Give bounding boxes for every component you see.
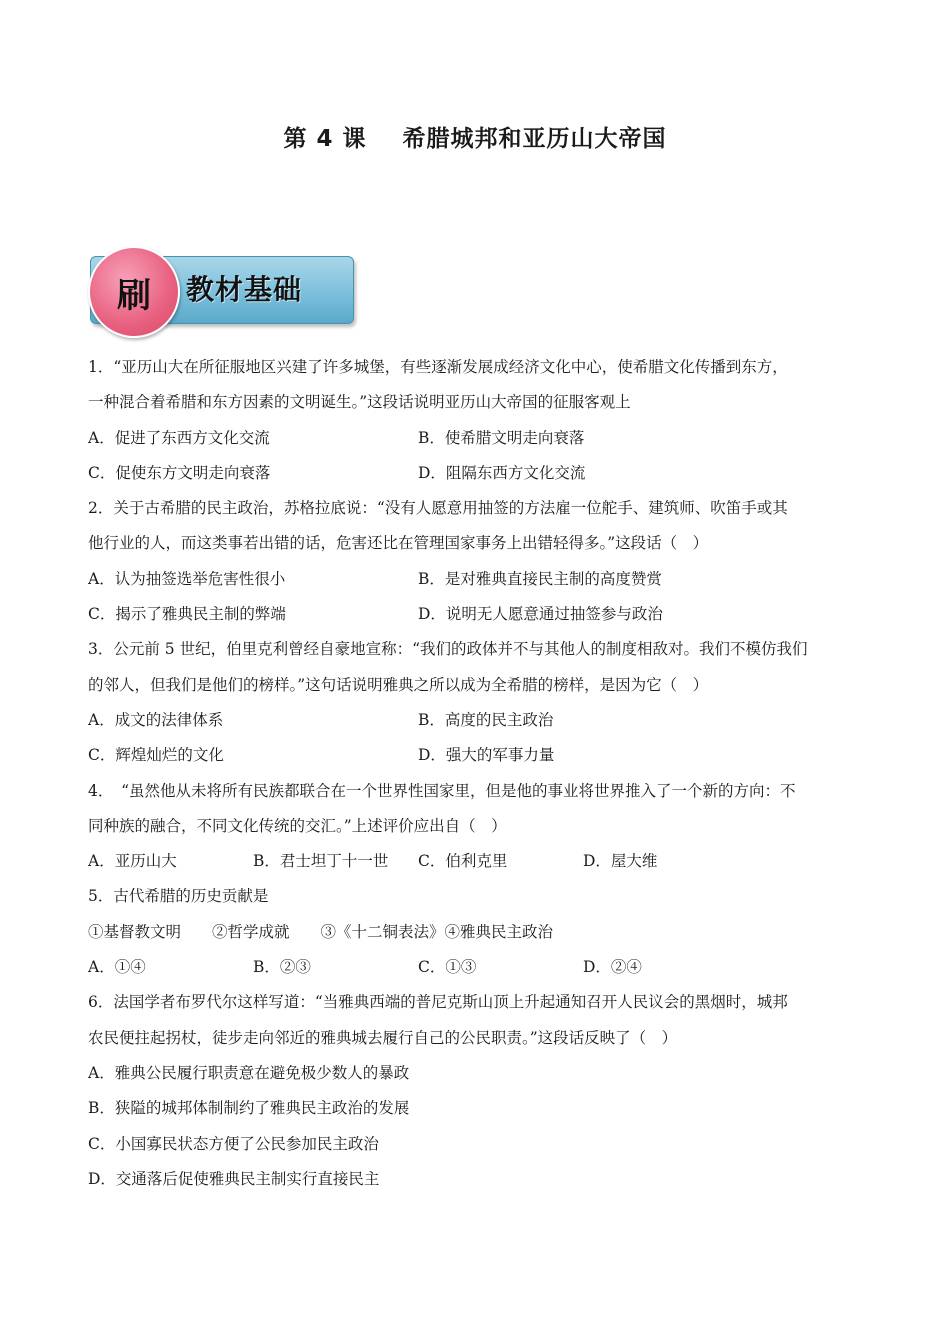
question-stem-line: 2．关于古希腊的民主政治，苏格拉底说：“没有人愿意用抽签的方法雇一位舵手、建筑师、吹笛手或其 — [88, 499, 788, 518]
option-c: C．伯利克里 — [418, 852, 508, 871]
options-row — [88, 562, 868, 597]
option-d: D．说明无人愿意通过抽签参与政治 — [418, 605, 663, 624]
question-stem-line: 他行业的人，而这类事若出错的话，危害还比在管理国家事务上出错轻得多。”这段话（ ） — [88, 534, 709, 553]
question-4 — [88, 774, 868, 880]
question-3 — [88, 632, 868, 773]
option-a: A．成文的法律体系 — [88, 710, 224, 729]
option-c: C．揭示了雅典民主制的弊端 — [88, 605, 286, 624]
question-6 — [88, 985, 868, 1197]
question-1 — [88, 350, 868, 491]
option-b: B．是对雅典直接民主制的高度赞赏 — [418, 569, 662, 588]
option-d: D．阻隔东西方文化交流 — [418, 463, 586, 482]
question-stem-line: 6．法国学者布罗代尔这样写道：“当雅典西端的普尼克斯山顶上升起通知召开人民议会的黑烟时，城邦 — [88, 993, 788, 1012]
option-a: A．认为抽签选举危害性很小 — [88, 569, 286, 588]
question-stem-line: 4． “虽然他从未将所有民族都联合在一个世界性国家里，但是他的事业将世界推入了一个新的方向：不 — [88, 781, 796, 800]
question-stem-line: 农民便拄起拐杖，徒步走向邻近的雅典城去履行自己的公民职责。”这段话反映了（ ） — [88, 1028, 678, 1047]
option-b: B．使希腊文明走向衰落 — [418, 428, 585, 447]
question-stem-line: 的邻人，但我们是他们的榜样。”这句话说明雅典之所以成为全希腊的榜样，是因为它（ ） — [88, 675, 709, 694]
question-2 — [88, 491, 868, 632]
options-row — [88, 456, 868, 491]
option-d: D．屋大维 — [583, 852, 658, 871]
question-stem-line: 1．“亚历山大在所征服地区兴建了许多城堡，有些逐渐发展成经济文化中心，使希腊文化传播到东方， — [88, 358, 788, 376]
option-a: A．雅典公民履行职责意在避免极少数人的暴政 — [88, 1063, 410, 1082]
option-a: A．①④ — [88, 958, 146, 977]
question-stem-line: 5．古代希腊的历史贡献是 — [88, 887, 269, 906]
question-stem-line: ①基督教文明 ②哲学成就 ③《十二铜表法》④雅典民主政治 — [88, 922, 554, 941]
question-stem-line: 一种混合着希腊和东方因素的文明诞生。”这段话说明亚历山大帝国的征服客观上 — [88, 393, 631, 412]
banner-label: 教材基础 — [186, 273, 303, 306]
options-row — [88, 421, 868, 456]
option-d: D．②④ — [583, 958, 642, 977]
option-c: C．辉煌灿烂的文化 — [88, 746, 224, 765]
question-stem-line: 3．公元前 5 世纪，伯里克利曾经自豪地宣称：“我们的政体并不与其他人的制度相敌对。我们不模仿我们 — [88, 640, 808, 659]
option-c: C．促使东方文明走向衰落 — [88, 463, 271, 482]
option-d: D．交通落后促使雅典民主制实行直接民主 — [88, 1169, 380, 1188]
banner-badge-char: 刷 — [117, 275, 151, 316]
question-stem-line: 同种族的融合，不同文化传统的交汇。”上述评价应出自（ ） — [88, 816, 507, 835]
option-a: A．亚历山大 — [88, 852, 177, 871]
options-row — [88, 738, 868, 773]
option-b: B．君士坦丁十一世 — [253, 852, 389, 871]
option-b: B．高度的民主政治 — [418, 710, 554, 729]
options-row — [88, 950, 868, 985]
question-list — [88, 350, 868, 1197]
option-a: A．促进了东西方文化交流 — [88, 428, 270, 447]
option-b: B．②③ — [253, 958, 311, 977]
option-b: B．狭隘的城邦体制制约了雅典民主政治的发展 — [88, 1099, 410, 1118]
options-row — [88, 597, 868, 632]
banner-badge — [88, 246, 180, 338]
section-banner — [88, 246, 354, 328]
option-d: D．强大的军事力量 — [418, 746, 555, 765]
options-row — [88, 703, 868, 738]
option-c: C．①③ — [418, 958, 477, 977]
options-row — [88, 844, 868, 879]
page-title: 第 4 课 希腊城邦和亚历山大帝国 — [283, 126, 667, 152]
option-c: C．小国寡民状态方便了公民参加民主政治 — [88, 1134, 379, 1153]
question-5 — [88, 879, 868, 985]
